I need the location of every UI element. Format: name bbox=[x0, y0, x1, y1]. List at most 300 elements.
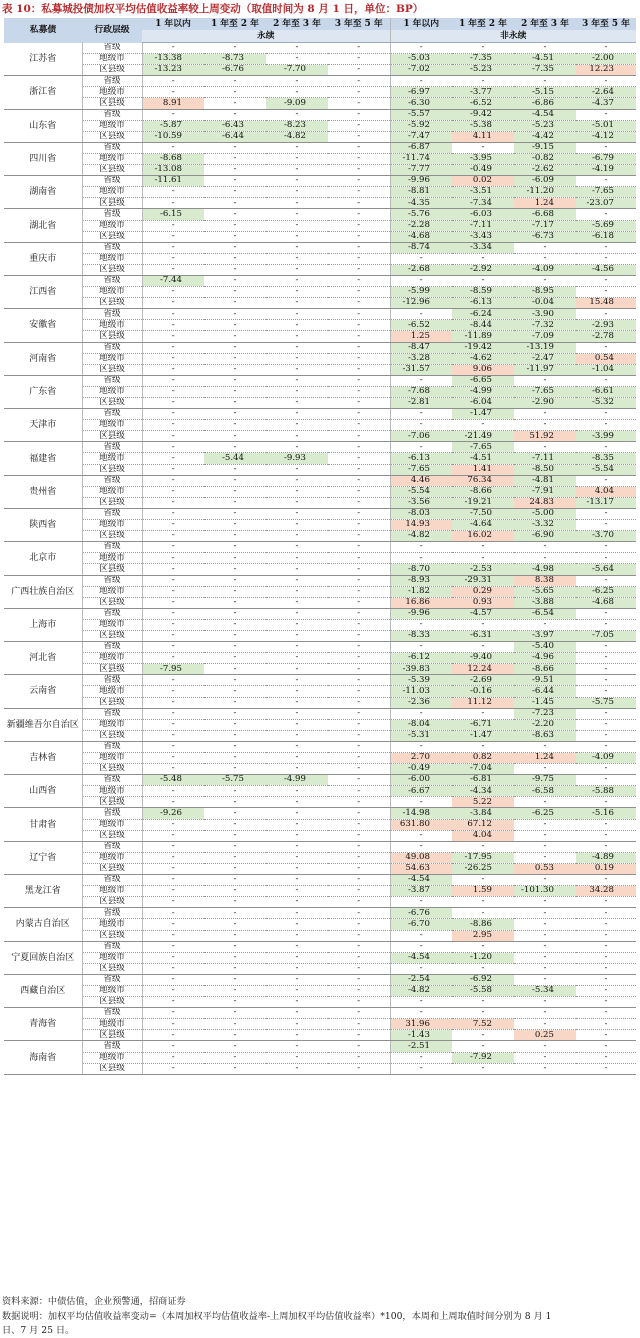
value-cell: - bbox=[204, 264, 266, 275]
value-cell: 4.11 bbox=[452, 131, 514, 142]
admin-level: 区县级 bbox=[82, 863, 142, 874]
value-cell: -8.23 bbox=[266, 120, 328, 131]
value-cell: - bbox=[452, 275, 514, 286]
value-cell: - bbox=[204, 764, 266, 775]
table-row bbox=[4, 453, 636, 464]
value-cell: - bbox=[328, 897, 390, 908]
table-row bbox=[4, 187, 636, 198]
value-cell: - bbox=[514, 553, 576, 564]
value-cell: - bbox=[142, 919, 204, 930]
value-cell: - bbox=[514, 830, 576, 841]
value-cell: - bbox=[328, 320, 390, 331]
value-cell: - bbox=[266, 76, 328, 87]
value-cell: -9.51 bbox=[514, 675, 576, 686]
value-cell: -2.53 bbox=[452, 564, 514, 575]
value-cell: -4.54 bbox=[390, 875, 452, 886]
value-cell: - bbox=[266, 642, 328, 653]
table-row bbox=[4, 808, 636, 819]
value-cell: -8.59 bbox=[452, 287, 514, 298]
value-cell: - bbox=[266, 508, 328, 519]
value-cell: - bbox=[390, 76, 452, 87]
value-cell: - bbox=[328, 453, 390, 464]
value-cell: - bbox=[142, 187, 204, 198]
value-cell: -4.64 bbox=[452, 520, 514, 531]
value-cell: -5.76 bbox=[390, 209, 452, 220]
value-cell: -4.19 bbox=[576, 165, 636, 176]
value-cell: - bbox=[452, 908, 514, 919]
value-cell: -3.90 bbox=[514, 309, 576, 320]
value-cell: - bbox=[142, 819, 204, 830]
value-cell: - bbox=[266, 353, 328, 364]
value-cell: - bbox=[266, 897, 328, 908]
province-name: 江苏省 bbox=[4, 43, 82, 76]
admin-level: 地级市 bbox=[82, 187, 142, 198]
value-cell: -14.98 bbox=[390, 808, 452, 819]
value-cell: - bbox=[328, 520, 390, 531]
value-cell: - bbox=[266, 764, 328, 775]
province-name: 河北省 bbox=[4, 642, 82, 675]
value-cell: -3.34 bbox=[452, 242, 514, 253]
value-cell: -101.30 bbox=[514, 886, 576, 897]
value-cell: - bbox=[266, 209, 328, 220]
value-cell: - bbox=[328, 664, 390, 675]
value-cell: -4.82 bbox=[390, 985, 452, 996]
value-cell: - bbox=[390, 642, 452, 653]
value-cell: - bbox=[514, 1019, 576, 1030]
admin-level: 省级 bbox=[82, 608, 142, 619]
admin-level: 省级 bbox=[82, 941, 142, 952]
admin-level: 省级 bbox=[82, 642, 142, 653]
value-cell: - bbox=[142, 331, 204, 342]
value-cell: - bbox=[514, 1008, 576, 1019]
value-cell: - bbox=[328, 653, 390, 664]
table-row bbox=[4, 841, 636, 852]
value-cell: - bbox=[204, 198, 266, 209]
value-cell: - bbox=[266, 187, 328, 198]
value-cell: - bbox=[266, 608, 328, 619]
value-cell: - bbox=[328, 586, 390, 597]
value-cell: -6.18 bbox=[576, 231, 636, 242]
admin-level: 省级 bbox=[82, 176, 142, 187]
value-cell: - bbox=[204, 253, 266, 264]
admin-level: 区县级 bbox=[82, 564, 142, 575]
value-cell: - bbox=[576, 253, 636, 264]
value-cell: - bbox=[266, 298, 328, 309]
province-name: 海南省 bbox=[4, 1041, 82, 1074]
value-cell: -9.96 bbox=[390, 608, 452, 619]
value-cell: - bbox=[328, 797, 390, 808]
value-cell: 2.70 bbox=[390, 753, 452, 764]
value-cell: -8.74 bbox=[390, 242, 452, 253]
value-cell: - bbox=[328, 264, 390, 275]
value-cell: - bbox=[514, 375, 576, 386]
value-cell: - bbox=[142, 287, 204, 298]
value-cell: -3.88 bbox=[514, 597, 576, 608]
value-cell: - bbox=[328, 242, 390, 253]
value-cell: - bbox=[576, 708, 636, 719]
value-cell: - bbox=[204, 963, 266, 974]
table-row bbox=[4, 664, 636, 675]
value-cell: - bbox=[204, 409, 266, 420]
admin-level: 省级 bbox=[82, 908, 142, 919]
value-cell: -4.98 bbox=[514, 564, 576, 575]
value-cell: -5.15 bbox=[514, 87, 576, 98]
value-cell: - bbox=[514, 764, 576, 775]
value-cell: - bbox=[328, 1019, 390, 1030]
value-cell: -5.32 bbox=[576, 398, 636, 409]
value-cell: - bbox=[328, 642, 390, 653]
value-cell: - bbox=[266, 686, 328, 697]
value-cell: -7.23 bbox=[514, 708, 576, 719]
value-cell: - bbox=[328, 198, 390, 209]
admin-level: 区县级 bbox=[82, 597, 142, 608]
table-row bbox=[4, 475, 636, 486]
value-cell: - bbox=[328, 1052, 390, 1063]
value-cell: - bbox=[328, 120, 390, 131]
value-cell: - bbox=[328, 165, 390, 176]
value-cell: - bbox=[204, 608, 266, 619]
value-cell: -26.25 bbox=[452, 863, 514, 874]
value-cell: -7.32 bbox=[514, 320, 576, 331]
value-cell: - bbox=[266, 797, 328, 808]
value-cell: - bbox=[328, 941, 390, 952]
table-row bbox=[4, 786, 636, 797]
value-cell: - bbox=[452, 897, 514, 908]
value-cell: - bbox=[576, 919, 636, 930]
value-cell: - bbox=[266, 875, 328, 886]
value-cell: - bbox=[266, 287, 328, 298]
value-cell: - bbox=[328, 1008, 390, 1019]
value-cell: - bbox=[204, 242, 266, 253]
admin-level: 省级 bbox=[82, 675, 142, 686]
value-cell: - bbox=[328, 531, 390, 542]
value-cell: - bbox=[204, 464, 266, 475]
admin-level: 区县级 bbox=[82, 1063, 142, 1074]
header-term: 1 年至 2 年 bbox=[204, 18, 266, 30]
value-cell: - bbox=[204, 98, 266, 109]
value-cell: 5.22 bbox=[452, 797, 514, 808]
value-cell: - bbox=[142, 997, 204, 1008]
value-cell: - bbox=[390, 542, 452, 553]
value-cell: -4.57 bbox=[452, 608, 514, 619]
value-cell: -6.68 bbox=[514, 209, 576, 220]
value-cell: -9.15 bbox=[514, 142, 576, 153]
value-cell: -3.32 bbox=[514, 520, 576, 531]
value-cell: - bbox=[390, 375, 452, 386]
admin-level: 省级 bbox=[82, 475, 142, 486]
value-cell: -5.92 bbox=[390, 120, 452, 131]
value-cell: - bbox=[514, 963, 576, 974]
value-cell: -1.04 bbox=[576, 364, 636, 375]
value-cell: - bbox=[142, 1052, 204, 1063]
header-group-nonperpetual: 非永续 bbox=[390, 30, 636, 43]
value-cell: -7.35 bbox=[452, 54, 514, 65]
value-cell: 0.54 bbox=[576, 353, 636, 364]
value-cell: - bbox=[266, 242, 328, 253]
header-term: 1 年以内 bbox=[142, 18, 204, 30]
table-row bbox=[4, 220, 636, 231]
table-row bbox=[4, 764, 636, 775]
value-cell: - bbox=[142, 952, 204, 963]
value-cell: -7.65 bbox=[514, 386, 576, 397]
value-cell: - bbox=[328, 43, 390, 54]
admin-level: 地级市 bbox=[82, 253, 142, 264]
value-cell: - bbox=[514, 741, 576, 752]
value-cell: - bbox=[328, 930, 390, 941]
value-cell: - bbox=[204, 398, 266, 409]
province-name: 福建省 bbox=[4, 442, 82, 475]
value-cell: 12.24 bbox=[452, 664, 514, 675]
value-cell: - bbox=[266, 1008, 328, 1019]
value-cell: - bbox=[204, 974, 266, 985]
value-cell: -8.03 bbox=[390, 508, 452, 519]
value-cell: - bbox=[266, 231, 328, 242]
province-name: 江西省 bbox=[4, 275, 82, 308]
value-cell: -7.35 bbox=[514, 65, 576, 76]
value-cell: -2.00 bbox=[576, 54, 636, 65]
value-cell: - bbox=[328, 65, 390, 76]
table-row bbox=[4, 985, 636, 996]
admin-level: 区县级 bbox=[82, 497, 142, 508]
value-cell: - bbox=[576, 542, 636, 553]
value-cell: - bbox=[142, 420, 204, 431]
admin-level: 区县级 bbox=[82, 65, 142, 76]
header-private-bond: 私募债 bbox=[4, 18, 82, 43]
value-cell: - bbox=[266, 464, 328, 475]
value-cell: - bbox=[390, 43, 452, 54]
table-row bbox=[4, 353, 636, 364]
admin-level: 区县级 bbox=[82, 1030, 142, 1041]
admin-level: 省级 bbox=[82, 841, 142, 852]
value-cell: - bbox=[204, 87, 266, 98]
admin-level: 区县级 bbox=[82, 531, 142, 542]
value-cell: - bbox=[266, 997, 328, 1008]
value-cell: -6.03 bbox=[452, 209, 514, 220]
value-cell: - bbox=[204, 386, 266, 397]
value-cell: - bbox=[452, 553, 514, 564]
province-name: 湖北省 bbox=[4, 209, 82, 242]
value-cell: -4.68 bbox=[576, 597, 636, 608]
value-cell: - bbox=[266, 841, 328, 852]
value-cell: - bbox=[142, 564, 204, 575]
value-cell: - bbox=[328, 730, 390, 741]
value-cell: - bbox=[266, 176, 328, 187]
value-cell: - bbox=[576, 741, 636, 752]
value-cell: 15.48 bbox=[576, 298, 636, 309]
table-row bbox=[4, 875, 636, 886]
value-cell: -6.67 bbox=[390, 786, 452, 797]
table-row bbox=[4, 930, 636, 941]
admin-level: 省级 bbox=[82, 808, 142, 819]
table-row bbox=[4, 87, 636, 98]
table-title: 表 10：私募城投债加权平均估值收益率较上周变动（取值时间为 8 月 1 日，单位：BP） bbox=[2, 3, 424, 15]
table-row bbox=[4, 608, 636, 619]
value-cell: 0.02 bbox=[452, 176, 514, 187]
value-cell: - bbox=[204, 852, 266, 863]
value-cell: - bbox=[328, 375, 390, 386]
admin-level: 地级市 bbox=[82, 520, 142, 531]
value-cell: - bbox=[328, 431, 390, 442]
table-row bbox=[4, 675, 636, 686]
value-cell: -8.35 bbox=[576, 453, 636, 464]
admin-level: 地级市 bbox=[82, 985, 142, 996]
value-cell: 0.53 bbox=[514, 863, 576, 874]
value-cell: - bbox=[452, 542, 514, 553]
value-cell: - bbox=[204, 841, 266, 852]
province-name: 黑龙江省 bbox=[4, 875, 82, 908]
value-cell: - bbox=[266, 553, 328, 564]
admin-level: 地级市 bbox=[82, 952, 142, 963]
value-cell: -9.75 bbox=[514, 775, 576, 786]
province-name: 上海市 bbox=[4, 608, 82, 641]
value-cell: - bbox=[142, 409, 204, 420]
value-cell: - bbox=[390, 941, 452, 952]
value-cell: - bbox=[328, 420, 390, 431]
admin-level: 地级市 bbox=[82, 819, 142, 830]
value-cell: - bbox=[452, 941, 514, 952]
value-cell: - bbox=[390, 797, 452, 808]
province-name: 云南省 bbox=[4, 675, 82, 708]
province-name: 山东省 bbox=[4, 109, 82, 142]
value-cell: - bbox=[142, 431, 204, 442]
value-cell: - bbox=[142, 797, 204, 808]
value-cell: -6.76 bbox=[204, 65, 266, 76]
value-cell: 2.95 bbox=[452, 930, 514, 941]
value-cell: - bbox=[142, 87, 204, 98]
table-row bbox=[4, 442, 636, 453]
table-row bbox=[4, 753, 636, 764]
value-cell: - bbox=[204, 542, 266, 553]
value-cell: -7.44 bbox=[142, 275, 204, 286]
value-cell: - bbox=[390, 741, 452, 752]
value-cell: - bbox=[204, 575, 266, 586]
value-cell: - bbox=[266, 952, 328, 963]
value-cell: - bbox=[204, 153, 266, 164]
table-row bbox=[4, 730, 636, 741]
value-cell: - bbox=[266, 198, 328, 209]
value-cell: - bbox=[142, 985, 204, 996]
value-cell: - bbox=[204, 753, 266, 764]
value-cell: - bbox=[576, 664, 636, 675]
value-cell: - bbox=[390, 619, 452, 630]
value-cell: - bbox=[576, 997, 636, 1008]
value-cell: - bbox=[266, 863, 328, 874]
value-cell: - bbox=[576, 897, 636, 908]
value-cell: - bbox=[266, 708, 328, 719]
value-cell: - bbox=[576, 309, 636, 320]
value-cell: - bbox=[266, 386, 328, 397]
value-cell: -3.51 bbox=[452, 187, 514, 198]
admin-level: 地级市 bbox=[82, 153, 142, 164]
header-group-perpetual: 永续 bbox=[142, 30, 390, 43]
province-name: 天津市 bbox=[4, 409, 82, 442]
value-cell: - bbox=[142, 930, 204, 941]
value-cell: - bbox=[142, 520, 204, 531]
value-cell: - bbox=[204, 431, 266, 442]
value-cell: - bbox=[328, 597, 390, 608]
value-cell: -1.82 bbox=[390, 586, 452, 597]
value-cell: -8.33 bbox=[390, 630, 452, 641]
value-cell: - bbox=[514, 941, 576, 952]
header-term: 1 年至 2 年 bbox=[452, 18, 514, 30]
value-cell: -6.86 bbox=[514, 98, 576, 109]
value-cell: - bbox=[452, 253, 514, 264]
value-cell: -2.36 bbox=[390, 697, 452, 708]
table-row bbox=[4, 719, 636, 730]
value-cell: - bbox=[204, 886, 266, 897]
value-cell: - bbox=[204, 830, 266, 841]
value-cell: - bbox=[576, 1008, 636, 1019]
value-cell: - bbox=[328, 398, 390, 409]
table-row bbox=[4, 486, 636, 497]
value-cell: - bbox=[142, 442, 204, 453]
value-cell: - bbox=[328, 875, 390, 886]
value-cell: - bbox=[328, 786, 390, 797]
table-row bbox=[4, 409, 636, 420]
admin-level: 区县级 bbox=[82, 98, 142, 109]
value-cell: -7.04 bbox=[452, 764, 514, 775]
value-cell: - bbox=[328, 142, 390, 153]
value-cell: - bbox=[328, 153, 390, 164]
value-cell: - bbox=[328, 764, 390, 775]
value-cell: - bbox=[142, 908, 204, 919]
value-cell: - bbox=[142, 298, 204, 309]
value-cell: 54.63 bbox=[390, 863, 452, 874]
value-cell: - bbox=[266, 719, 328, 730]
value-cell: - bbox=[142, 653, 204, 664]
value-cell: - bbox=[142, 542, 204, 553]
value-cell: - bbox=[266, 597, 328, 608]
value-cell: - bbox=[142, 941, 204, 952]
value-cell: -5.64 bbox=[576, 564, 636, 575]
value-cell: -6.61 bbox=[576, 386, 636, 397]
value-cell: - bbox=[142, 1019, 204, 1030]
value-cell: - bbox=[576, 242, 636, 253]
value-cell: -6.92 bbox=[452, 974, 514, 985]
value-cell: - bbox=[204, 952, 266, 963]
value-cell: - bbox=[328, 275, 390, 286]
value-cell: -3.28 bbox=[390, 353, 452, 364]
value-cell: 12.23 bbox=[576, 65, 636, 76]
table-row bbox=[4, 797, 636, 808]
value-cell: -5.23 bbox=[452, 65, 514, 76]
value-cell: - bbox=[266, 409, 328, 420]
province-name: 辽宁省 bbox=[4, 841, 82, 874]
value-cell: 16.86 bbox=[390, 597, 452, 608]
value-cell: - bbox=[204, 664, 266, 675]
value-cell: - bbox=[266, 486, 328, 497]
value-cell: -7.65 bbox=[452, 442, 514, 453]
value-cell: - bbox=[204, 43, 266, 54]
admin-level: 区县级 bbox=[82, 231, 142, 242]
value-cell: - bbox=[266, 520, 328, 531]
value-cell: -3.95 bbox=[452, 153, 514, 164]
value-cell: 1.24 bbox=[514, 198, 576, 209]
value-cell: - bbox=[204, 941, 266, 952]
admin-level: 地级市 bbox=[82, 220, 142, 231]
value-cell: -29.31 bbox=[452, 575, 514, 586]
admin-level: 地级市 bbox=[82, 919, 142, 930]
value-cell: -3.99 bbox=[576, 431, 636, 442]
value-cell: -1.47 bbox=[452, 409, 514, 420]
value-cell: - bbox=[328, 497, 390, 508]
value-cell: - bbox=[142, 863, 204, 874]
value-cell: - bbox=[142, 719, 204, 730]
value-cell: - bbox=[576, 275, 636, 286]
value-cell: - bbox=[204, 630, 266, 641]
value-cell: - bbox=[328, 852, 390, 863]
value-cell: -7.02 bbox=[390, 65, 452, 76]
